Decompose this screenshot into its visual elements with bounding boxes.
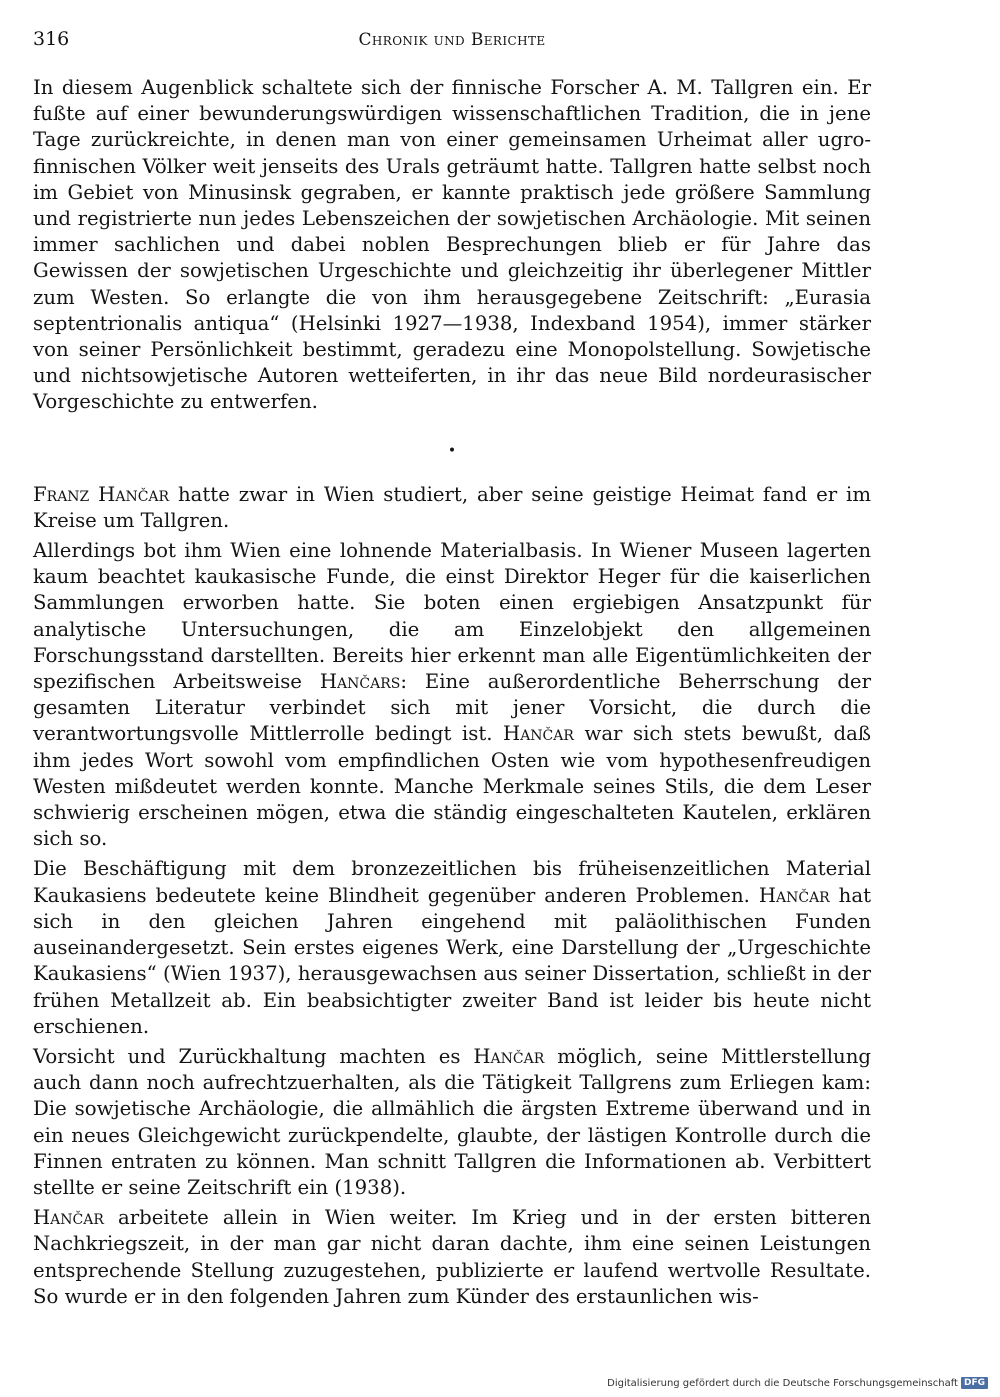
author-name: Hančars [319,670,401,694]
author-name: Hančar [758,883,830,907]
paragraph-1 [33,75,871,416]
page-header [33,28,871,54]
paragraph-3 [33,538,871,852]
paragraph-2-text: hatte zwar in Wien studiert, aber seine geistige Heimat fand er im Kreise um Tallgren. [33,482,871,532]
paragraph-3-text-a: Allerdings bot ihm Wien eine lohnende Materialbasis. In Wiener Museen lagerten kaum beachtet kaukasische Funde, die einst Direktor Heger für die kaiserlichen Sammlungen erworben hatte. Sie boten einen ergiebigen Ansatzpunkt für analytische Untersuchungen, die am Einzelobjekt den allgemeinen Forschungsstand darstellten. Bereits hier erkennt man alle Eigentümlichkeiten der spezifischen Arbeitsweise [33,539,871,694]
paragraph-2 [33,482,871,534]
paragraph-6-text: arbeitete allein in Wien weiter. Im Krieg und in der ersten bitteren Nachkriegszeit, in der man gar nicht daran dachte, ihm eine seinen Leistungen entsprechende Stellung zuzugestehen, publizierte er laufend wertvolle Resultate. So wurde er in den folgenden Jahren zum Künder des erstaunlichen wis- [33,1206,871,1308]
paragraph-5 [33,1044,871,1201]
author-name: Franz Hančar [33,482,170,506]
paragraph-4-text-b: hat sich in den gleichen Jahren eingehend mit paläolithischen Funden auseinandergesetzt. Sein erstes eigenes Werk, eine Darstellung der „Urgeschichte Kaukasiens“ (Wien 1937), herausgewachsen aus seiner Dissertation, schließt in der frühen Metallzeit ab. Ein beabsichtigter zweiter Band ist leider bis heute nicht erschienen. [33,883,871,1038]
paragraph-5-text-a: Vorsicht und Zurückhaltung machten es [33,1044,474,1068]
body-text [33,75,871,1314]
paragraph-6 [33,1205,871,1310]
section-separator: • [447,442,457,459]
dfg-logo-icon: DFG [961,1377,988,1389]
author-name: Hančar [503,722,574,746]
digitization-footer [607,1377,988,1389]
running-title: Chronik und Berichte [358,30,546,50]
footer-text: Digitalisierung gefördert durch die Deutsche Forschungsgemeinschaft [607,1377,958,1389]
paragraph-5-text-b: möglich, seine Mittlerstellung auch dann noch aufrechtzuerhalten, als die Tätigkeit Tallgrens zum Erliegen kam: Die sowjetische Archäologie, die allmählich die ärgsten Extreme überwand und in ein neues Gleichgewicht zurückpendelte, glaubte, der lästigen Kontrolle durch die Finnen entraten zu können. Man schnitt Tallgren die Informationen ab. Verbittert stellte er seine Zeitschrift ein (1938). [33,1044,871,1199]
paragraph-4-text-a: Die Beschäftigung mit dem bronzezeitlichen bis früheisenzeitlichen Material Kaukasiens bedeutete keine Blindheit gegenüber anderen Problemen. [33,857,871,907]
paragraph-3-text-b: : Eine außerordentliche Beherrschung der gesamten Literatur verbindet sich mit jener Vorsicht, die durch die verantwortungsvolle Mittlerrolle bedingt ist. [33,670,871,746]
paragraph-1-text: In diesem Augenblick schaltete sich der finnische Forscher A. M. Tallgren ein. Er fußte auf einer bewunderungswürdigen wissenschaftlichen Tradition, die in jene Tage zurückreichte, in denen man von einer gemeinsamen Urheimat aller ugro-finnischen Völker weit jenseits des Urals geträumt hatte. Tallgren hatte selbst noch im Gebiet von Minusinsk gegraben, er kannte praktisch jede größere Sammlung und registrierte nun jedes Lebenszeichen der sowjetischen Archäologie. Mit seinen immer sachlichen und dabei noblen Besprechungen blieb er für Jahre das Gewissen der sowjetischen Urgeschichte und gleichzeitig ihr überlegener Mittler zum Westen. So erlangte die von ihm herausgegebene Zeitschrift: „Eurasia septentrionalis antiqua“ (Helsinki 1927—1938, Indexband 1954), immer stärker von seiner Persönlichkeit bestimmt, geradezu eine Monopolstellung. Sowjetische und nichtsowjetische Autoren wetteiferten, in ihr das neue Bild nordeurasischer Vorgeschichte zu entwerfen. [33,76,871,414]
page-number: 316 [33,28,70,50]
paragraph-4 [33,856,871,1039]
paragraph-3-text-c: war sich stets bewußt, daß ihm jedes Wort sowohl vom empfindlichen Osten wie vom hypothesenfreudigen Westen mißdeutet werden konnte. Manche Merkmale seines Stils, die dem Leser schwierig erscheinen mögen, etwa die ständig eingeschalteten Kautelen, erklären sich so. [33,722,871,851]
author-name: Hančar [473,1044,545,1068]
author-name: Hančar [33,1206,104,1230]
